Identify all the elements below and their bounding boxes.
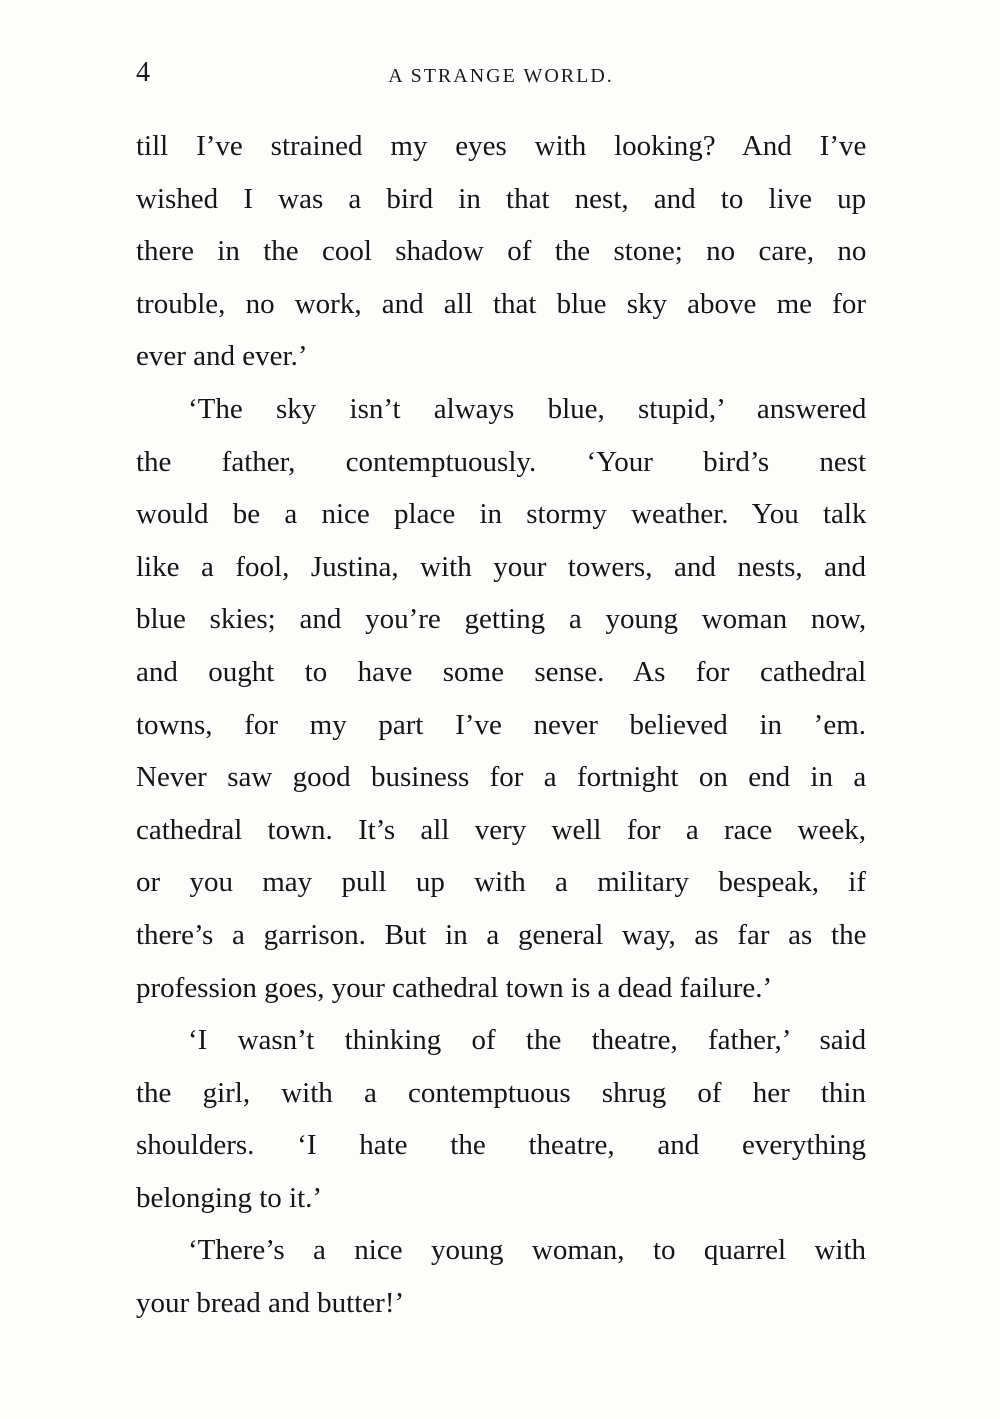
text-line: blue skies; and you’re getting a young woman now, — [136, 603, 867, 636]
text-line: there in the cool shadow of the stone; no care, no — [136, 235, 867, 268]
page-header — [136, 56, 866, 92]
text-line: trouble, no work, and all that blue sky above me for — [136, 287, 866, 320]
page-number: 4 — [136, 57, 150, 88]
text-line: the father, contemptuously. ‘Your bird’s nest — [136, 445, 867, 478]
text-line: ever and ever.’ — [136, 340, 308, 373]
text-line: there’s a garrison. But in a general way, as far as the — [136, 918, 867, 951]
text-line: cathedral town. It’s all very well for a race week, — [136, 813, 866, 846]
text-line: like a fool, Justina, with your towers, and nests, and — [136, 550, 866, 583]
text-line: ‘The sky isn’t always blue, stupid,’ answered — [188, 392, 867, 425]
running-title: A STRANGE WORLD. — [388, 65, 614, 87]
paragraph — [136, 1014, 866, 1224]
paragraph — [136, 120, 866, 383]
paragraph — [136, 383, 866, 1014]
text-line: the girl, with a contemptuous shrug of her thin — [136, 1076, 866, 1109]
text-line: wished I was a bird in that nest, and to live up — [136, 182, 867, 215]
text-line: profession goes, your cathedral town is a dead failure.’ — [136, 971, 773, 1004]
body-text — [136, 120, 866, 1330]
text-line: and ought to have some sense. As for cathedral — [136, 655, 867, 688]
text-line: or you may pull up with a military bespeak, if — [136, 866, 866, 899]
text-line: would be a nice place in stormy weather. You talk — [136, 498, 867, 531]
paragraph — [136, 1224, 866, 1329]
text-line: towns, for my part I’ve never believed in ’em. — [136, 708, 866, 741]
text-line: till I’ve strained my eyes with looking? And I’ve — [136, 130, 867, 162]
text-line: your bread and butter!’ — [136, 1287, 405, 1320]
text-line: ‘I wasn’t thinking of the theatre, father,’ said — [188, 1024, 867, 1057]
text-line: shoulders. ‘I hate the theatre, and everything — [136, 1129, 866, 1162]
text-line: Never saw good business for a fortnight on end in a — [136, 761, 867, 794]
text-line: belonging to it.’ — [136, 1181, 323, 1214]
text-line: ‘There’s a nice young woman, to quarrel with — [188, 1234, 866, 1267]
